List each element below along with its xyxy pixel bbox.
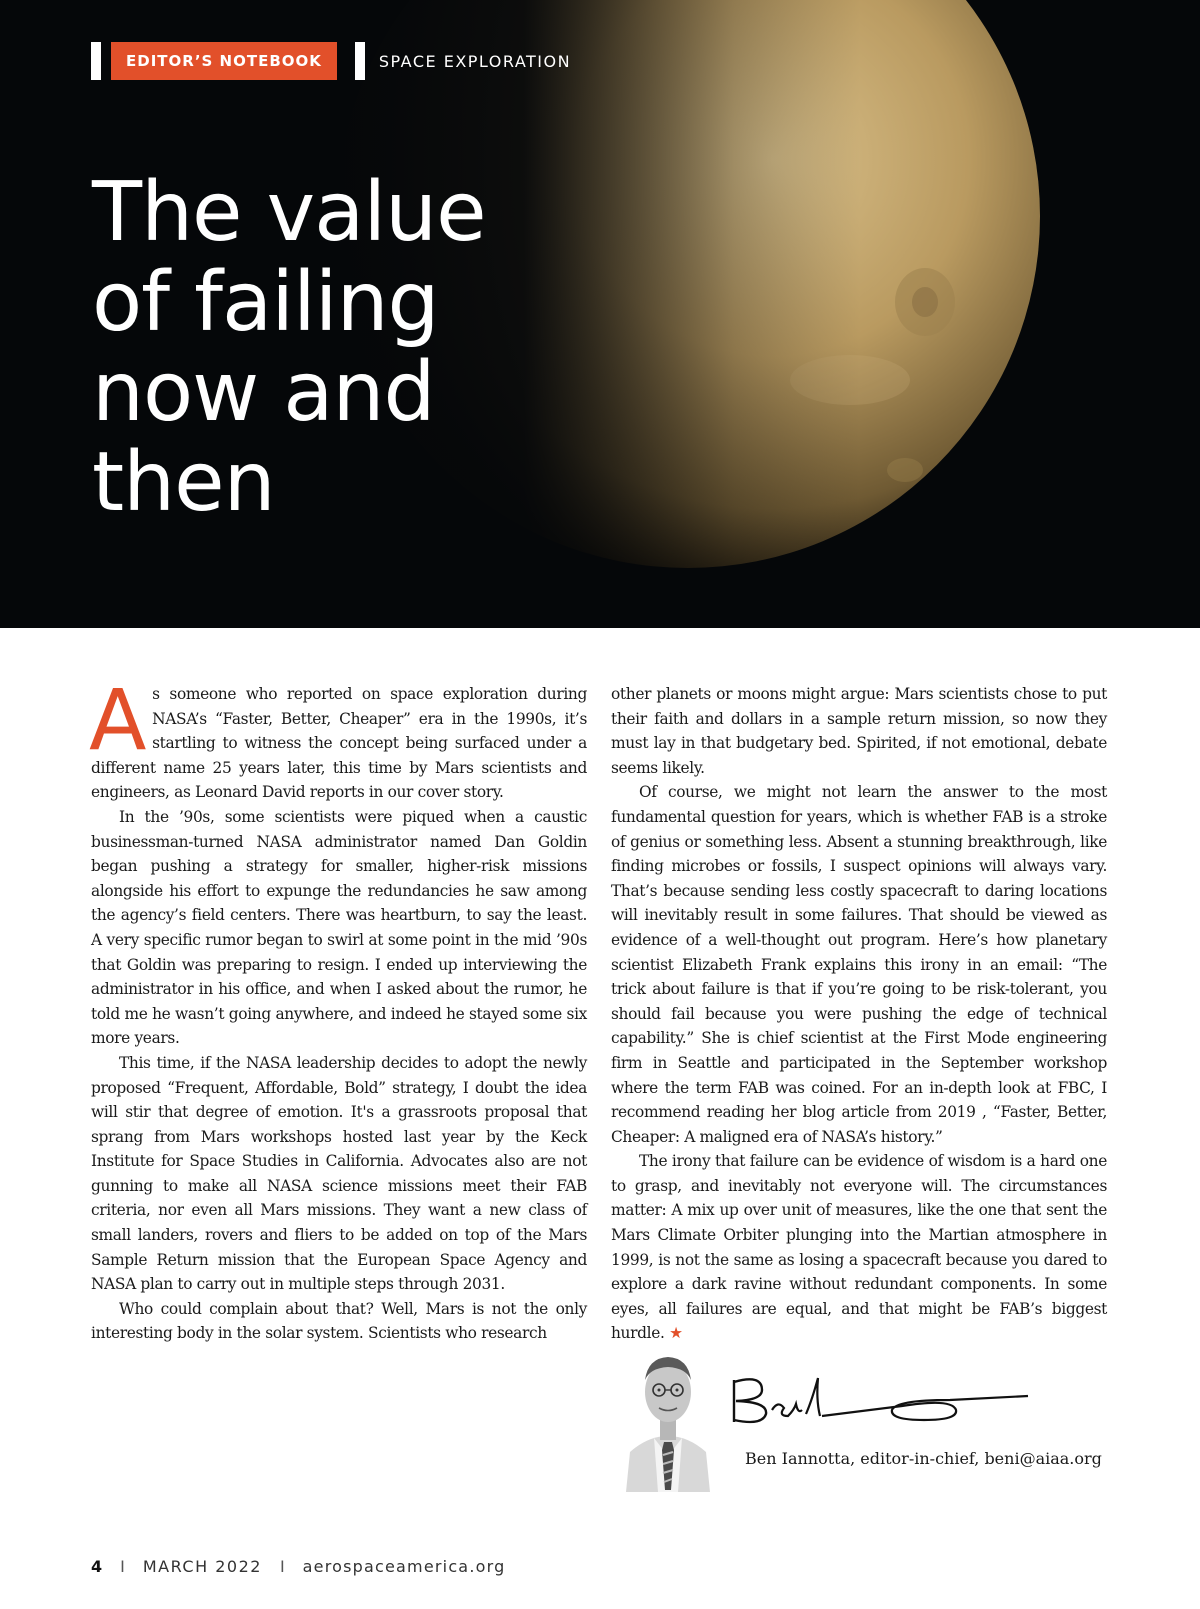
article-paragraph: This time, if the NASA leadership decides to adopt the newly proposed “Frequent, Affordable, Bold” strategy, I doubt the idea will stir that degree of emotion. It's a grassroots proposal that sprang from Mars workshops hosted last year by the Keck Institute for Space Studies in California. Advocates also are not gunning to make all NASA science missions meet their FAB criteria, nor even all Mars missions. They want a new class of small landers, rovers and fliers to be added on top of the Mars Sample Return mission that the European Space Agency and NASA plan to carry out in multiple steps through 2031. bbox=[91, 1053, 587, 1294]
issue-date: MARCH 2022 bbox=[142, 1556, 262, 1576]
footer-separator: I bbox=[120, 1556, 125, 1576]
paragraph-text: s someone who reported on space exploration during NASA’s “Faster, Better, Cheaper” era in the 1990s, it’s startling to witness the concept being surfaced under a different name 25 years later, this time by Mars scientists and engineers, as Leonard David reports in our cover story. bbox=[91, 685, 587, 802]
footer-separator: I bbox=[279, 1556, 285, 1576]
headline-line: of failing bbox=[92, 255, 439, 350]
article-paragraph: Who could complain about that? Well, Mars is not the only interesting body in the solar system. Scientists who research bbox=[91, 1299, 587, 1343]
article-column-left bbox=[89, 671, 587, 1346]
editor-portrait bbox=[618, 1340, 718, 1492]
page-footer bbox=[91, 1554, 505, 1578]
headline-line: then bbox=[92, 435, 275, 530]
section-bar-mark bbox=[91, 42, 101, 80]
headline-line: now and bbox=[92, 345, 435, 440]
drop-cap: A bbox=[89, 671, 147, 769]
headline-line: The value bbox=[92, 165, 486, 260]
handwritten-signature bbox=[728, 1370, 1048, 1430]
article-paragraph: In the ’90s, some scientists were piqued when a caustic businessman-turned NASA administrator named Dan Goldin began pushing a strategy for smaller, higher-risk missions alongside his effort to expunge the redundancies he saw among the agency’s field centers. There was heartburn, to say the least. A very specific rumor began to swirl at some point in the mid ’90s that Goldin was preparing to resign. I ended up interviewing the administrator in his office, and when I asked about the rumor, he told me he wasn’t going anywhere, and indeed he stayed some six more years. bbox=[91, 807, 587, 1048]
hero-section bbox=[0, 0, 1200, 628]
website-link[interactable]: aerospaceamerica.org bbox=[302, 1556, 506, 1576]
article-paragraph: Of course, we might not learn the answer to the most fundamental question for years, which is whether FAB is a stroke of genius or something less. Absent a stunning breakthrough, like finding microbes or fossils, I suspect opinions will always vary. That’s because sending less costly spacecraft to daring locations will inevitably result in some failures. That should be viewed as evidence of a well-thought out program. Here’s how planetary scientist Elizabeth Frank explains this irony in an email: “The trick about failure is that if you’re going to be risk-tolerant, you should fail because you were pushing the edge of technical capability.” She is chief scientist at the First Mode engineering firm in Seattle and participated in the September workshop where the term FAB was coined. For an in-depth look at FBC, I recommend reading her blog article from 2019 , “Faster, Better, Cheaper: A maligned era of NASA’s history.” bbox=[611, 783, 1107, 1146]
article-paragraph bbox=[89, 671, 587, 805]
section-bar bbox=[91, 42, 571, 80]
article-column-right bbox=[611, 682, 1107, 1346]
section-label: SPACE EXPLORATION bbox=[378, 51, 572, 71]
editor-byline: Ben Iannotta, editor-in-chief, beni@aiaa.org bbox=[745, 1449, 1102, 1468]
article-paragraph bbox=[611, 1149, 1107, 1346]
paragraph-text: The irony that failure can be evidence of wisdom is a hard one to grasp, and inevitably not everyone will. The circumstances matter: A mix up over unit of measures, like the one that sent the Mars Climate Orbiter plunging into the Martian atmosphere in 1999, is not the same as losing a spacecraft because you dared to explore a dark ravine without redundant components. In some eyes, all failures are equal, and that might be FAB’s biggest hurdle. bbox=[611, 1152, 1107, 1343]
end-mark-star-icon: ★ bbox=[669, 1324, 683, 1343]
signature-block bbox=[618, 1340, 1118, 1500]
page-number: 4 bbox=[91, 1556, 103, 1576]
department-kicker: EDITOR’S NOTEBOOK bbox=[111, 42, 337, 80]
section-bar-mark bbox=[355, 42, 365, 80]
article-paragraph: other planets or moons might argue: Mars scientists chose to put their faith and dollars in a sample return mission, so now they must lay in that budgetary bed. Spirited, if not emotional, debate seems likely. bbox=[611, 685, 1107, 777]
article-headline bbox=[92, 165, 612, 530]
